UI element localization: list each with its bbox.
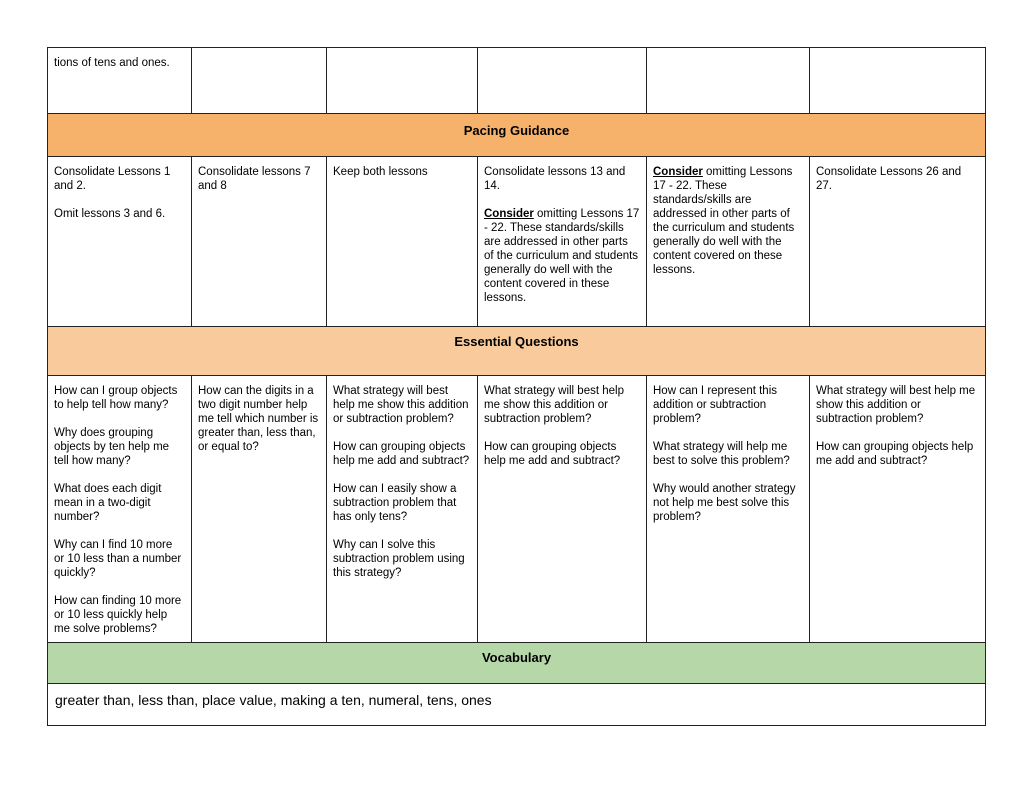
essential-question: What strategy will help me best to solve this problem?	[653, 441, 790, 467]
essential-questions-title: Essential Questions	[454, 334, 579, 349]
carryover-cell-5	[647, 48, 810, 114]
emphasis-label: Consider	[484, 208, 534, 220]
pacing-note-text: omitting Lessons 17 - 22. These standards/skills are addressed in other parts of the curriculum and students generally do well with the content covered in these lessons.	[484, 208, 640, 304]
vocabulary-header-row	[48, 643, 986, 684]
pacing-note-text: Keep both lessons	[333, 166, 428, 178]
pacing-note-text: Consolidate Lessons 1 and 2.	[54, 166, 171, 192]
pacing-note	[198, 165, 320, 193]
essential-question: Why would another strategy not help me best solve this problem?	[653, 483, 796, 523]
essential-question: Why can I find 10 more or 10 less than a number quickly?	[54, 539, 182, 579]
carryover-row	[48, 48, 986, 114]
pacing-note	[816, 165, 979, 193]
pacing-note-text: Consolidate Lessons 26 and 27.	[816, 166, 962, 192]
pacing-note	[54, 207, 185, 221]
carryover-cell-2	[192, 48, 327, 114]
question-cell	[192, 376, 327, 643]
pacing-cell	[478, 157, 647, 327]
pacing-cell	[647, 157, 810, 327]
pacing-note-text: Consolidate lessons 13 and 14.	[484, 166, 626, 192]
vocabulary-row	[48, 684, 986, 726]
essential-question: What strategy will best help me show this addition or subtraction problem?	[484, 385, 624, 425]
curriculum-table	[47, 47, 986, 726]
essential-questions-row	[48, 376, 986, 643]
essential-question: What strategy will best help me show this addition or subtraction problem?	[333, 385, 469, 425]
pacing-cell	[192, 157, 327, 327]
carryover-cell-6	[810, 48, 986, 114]
vocabulary-list: greater than, less than, place value, making a ten, numeral, tens, ones	[48, 684, 986, 726]
pacing-note-text: Omit lessons 3 and 6.	[54, 208, 166, 220]
question-cell	[810, 376, 986, 643]
pacing-row	[48, 157, 986, 327]
pacing-note	[54, 165, 185, 193]
essential-question: How can I represent this addition or subtraction problem?	[653, 385, 778, 425]
pacing-cell	[48, 157, 192, 327]
pacing-note	[333, 165, 471, 179]
essential-questions-header	[48, 327, 986, 376]
pacing-note	[653, 165, 803, 277]
question-cell	[478, 376, 647, 643]
pacing-header-row	[48, 114, 986, 157]
carryover-cell-3	[327, 48, 478, 114]
pacing-guidance-header	[48, 114, 986, 157]
pacing-note-text: Consolidate lessons 7 and 8	[198, 166, 311, 192]
essential-question: How can grouping objects help me add and subtract?	[484, 441, 621, 467]
essential-question: Why can I solve this subtraction problem using this strategy?	[333, 539, 465, 579]
carryover-cell-1: tions of tens and ones.	[48, 48, 192, 114]
vocabulary-title: Vocabulary	[481, 650, 552, 665]
pacing-note	[484, 207, 640, 305]
question-cell	[48, 376, 192, 643]
essential-question: What strategy will best help me show this addition or subtraction problem?	[816, 385, 976, 425]
pacing-note-text: omitting Lessons 17 - 22. These standards/skills are addressed in other parts of the curriculum and students generally do well with the content covered on these lessons.	[653, 166, 795, 276]
essential-question: How can grouping objects help me add and subtract?	[333, 441, 470, 467]
essential-question: How can the digits in a two digit number help me tell which number is greater than, less than, or equal to?	[198, 385, 319, 453]
question-cell	[647, 376, 810, 643]
essential-question: How can I easily show a subtraction problem that has only tens?	[333, 483, 457, 523]
essential-question: How can grouping objects help me add and subtract?	[816, 441, 974, 467]
pacing-note	[484, 165, 640, 193]
pacing-cell	[327, 157, 478, 327]
essential-question: How can finding 10 more or 10 less quickly help me solve problems?	[54, 595, 182, 635]
essential-question: Why does grouping objects by ten help me tell how many?	[54, 427, 170, 467]
essential-questions-header-row	[48, 327, 986, 376]
pacing-cell	[810, 157, 986, 327]
essential-question: How can I group objects to help tell how many?	[54, 385, 178, 411]
essential-question: What does each digit mean in a two-digit number?	[54, 483, 162, 523]
vocabulary-header	[48, 643, 986, 684]
emphasis-label: Consider	[653, 166, 703, 178]
carryover-cell-4	[478, 48, 647, 114]
question-cell	[327, 376, 478, 643]
pacing-guidance-title: Pacing Guidance	[463, 123, 570, 138]
